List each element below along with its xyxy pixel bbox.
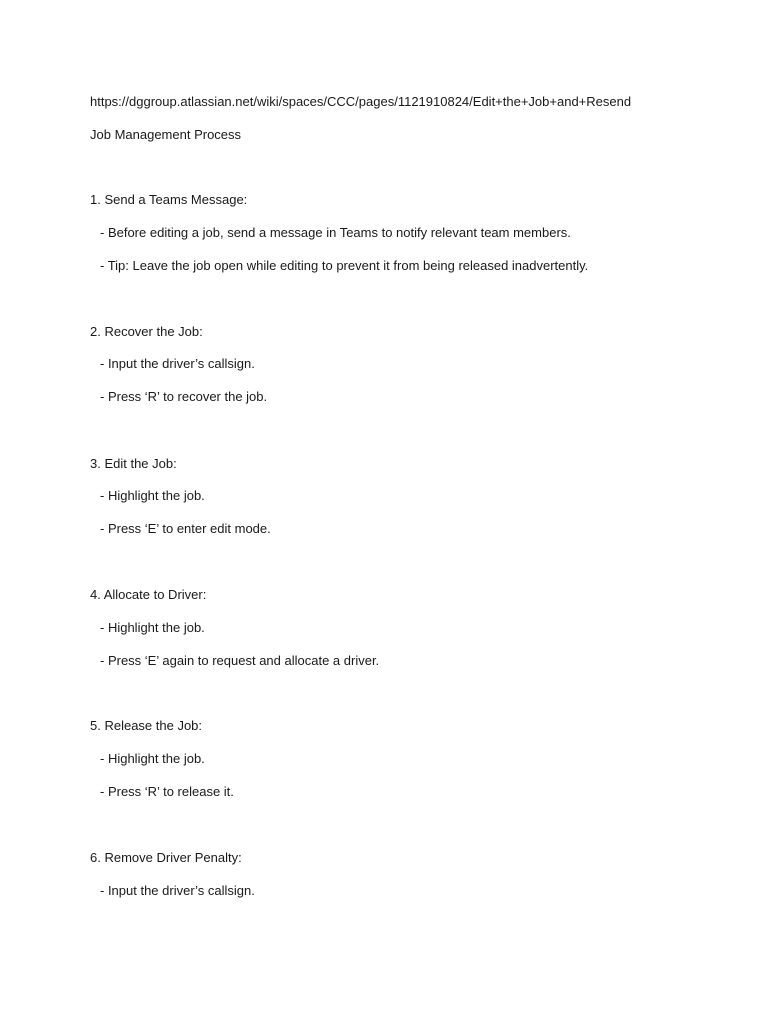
bullet-item: - Before editing a job, send a message in Teams to notify relevant team members. bbox=[100, 225, 571, 240]
section-heading: 5. Release the Job: bbox=[90, 718, 203, 733]
bullet-item: - Press ‘E’ again to request and allocate a driver. bbox=[100, 653, 380, 668]
section-heading: 2. Recover the Job: bbox=[90, 324, 203, 339]
bullet-item: - Press ‘E’ to enter edit mode. bbox=[100, 521, 271, 536]
bullet-item: - Input the driver’s callsign. bbox=[100, 883, 255, 898]
page-url: https://dggroup.atlassian.net/wiki/spaces/CCC/pages/1121910824/Edit+the+Job+and+Resend bbox=[90, 94, 632, 109]
section-heading: 1. Send a Teams Message: bbox=[90, 192, 248, 207]
document-title: Job Management Process bbox=[90, 127, 242, 142]
section-heading: 3. Edit the Job: bbox=[90, 456, 177, 471]
bullet-item: - Highlight the job. bbox=[100, 620, 205, 635]
bullet-item: - Tip: Leave the job open while editing to prevent it from being released inadvertently. bbox=[100, 258, 589, 273]
bullet-item: - Press ‘R’ to release it. bbox=[100, 784, 234, 799]
section-heading: 4. Allocate to Driver: bbox=[90, 587, 207, 602]
section-heading: 6. Remove Driver Penalty: bbox=[90, 850, 242, 865]
bullet-item: - Highlight the job. bbox=[100, 751, 205, 766]
bullet-item: - Highlight the job. bbox=[100, 488, 205, 503]
bullet-item: - Press ‘R’ to recover the job. bbox=[100, 389, 268, 404]
bullet-item: - Input the driver’s callsign. bbox=[100, 356, 255, 371]
